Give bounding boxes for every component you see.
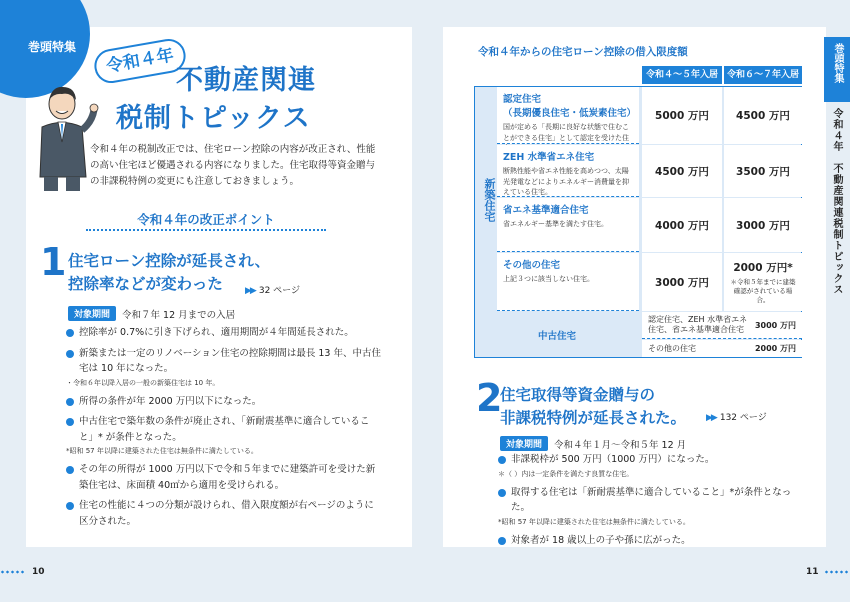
used-row-1 — [642, 312, 802, 339]
bullet-item: 所得の条件が年 2000 万円以下になった。 — [66, 394, 382, 410]
section-divider — [86, 229, 326, 231]
bullet-item: 新築または一定のリノベーション住宅の控除期間は最長 13 年、中古住宅は 10 年になった。 — [66, 346, 382, 377]
col-head-2: 令和６～７年入居 — [724, 66, 802, 84]
used-row-2-value: 2000 万円 — [754, 344, 796, 353]
limit-value-r4-5: 5000 万円 — [642, 87, 722, 144]
point2-number: 2 — [476, 376, 503, 420]
section-heading: 令和４年の改正ポイント — [137, 212, 275, 227]
point1-number: 1 — [40, 240, 67, 284]
limit-value-r4-5: 4500 万円 — [642, 145, 722, 197]
used-housing-cell — [475, 312, 639, 357]
used-row-1-label: 認定住宅、ZEH 水準省エネ住宅、省エネ基準適合住宅 — [648, 315, 748, 334]
row-title: ZEH 水準省エネ住宅 — [503, 152, 595, 163]
dots-left — [0, 570, 26, 574]
table-row-label — [497, 253, 639, 311]
period-label: 対象期間 — [500, 436, 548, 451]
limit-value-r4-5: 3000 万円 — [642, 253, 722, 311]
bullet-item: 非課税枠が 500 万円（1000 万円）になった。 — [498, 452, 798, 468]
point1-ref-text: 32 ページ — [258, 286, 300, 296]
dots-right — [824, 570, 850, 574]
page-title-line2: 税制トピックス — [116, 103, 311, 134]
used-row-2-label: その他の住宅 — [648, 344, 696, 353]
feature-tag-label: 巻頭特集 — [28, 40, 77, 54]
bullet-item: その年の所得が 1000 万円以下で令和５年までに建築許可を受けた新築住宅は、床面積 40㎡から適用を受けられる。 — [66, 462, 382, 493]
bullet-item: 中古住宅で築年数の条件が廃止され、「新耐震基準に適合していること」* が条件となった。 — [66, 414, 382, 445]
side-tab: 巻頭特集 — [824, 37, 850, 102]
point1-list — [66, 325, 382, 529]
note-item: ・令和６年以降入居の一般の新築住宅は 10 年。 — [66, 378, 220, 387]
page-title-line1: 不動産関連 — [176, 65, 316, 96]
page-number-right: 11 — [806, 567, 819, 577]
period-value: 令和４年１月～令和５年 12 月 — [554, 439, 687, 451]
table-row-label — [497, 87, 639, 144]
point2-page-ref[interactable] — [706, 410, 767, 423]
point2-list — [498, 452, 798, 548]
table-row-label — [497, 198, 639, 252]
limit-value-r6-7 — [724, 253, 802, 311]
row-description: 省エネルギー基準を満たす住宅。 — [503, 220, 608, 228]
used-row-2 — [642, 340, 802, 357]
limit-value-r6-7 — [724, 145, 802, 197]
used-housing-label: 中古住宅 — [537, 330, 576, 342]
row-description: 断熱性能や省エネ性能を高めつつ、太陽光発電などによりエネルギー消費量を抑えている住宅。 — [503, 167, 629, 196]
point2-ref-text: 132 ページ — [719, 413, 767, 423]
col-head-1: 令和４～５年入居 — [642, 66, 722, 84]
page-number-left: 10 — [32, 567, 45, 577]
limit-value-text: 3500 万円 — [736, 165, 790, 178]
point2-heading-line1: 住宅取得等資金贈与の — [500, 386, 656, 404]
other-housing-note: ＊令和５年までに建築確認がされている場合。 — [730, 277, 796, 304]
period-value: 令和７年 12 月までの入居 — [122, 309, 236, 321]
point1-page-ref[interactable] — [245, 283, 300, 296]
new-housing-label: 新築住宅 — [483, 178, 496, 222]
side-running-title: 令和４年 不動産関連税制トピックス — [831, 108, 842, 295]
point1-heading-line1: 住宅ローン控除が延長され、 — [68, 252, 271, 270]
limit-value-r4-5: 4000 万円 — [642, 198, 722, 252]
year-badge: 令和４年 — [92, 36, 189, 85]
arrow-icon: ▶▶ — [706, 413, 716, 423]
row-title: その他の住宅 — [503, 260, 561, 271]
point2-heading-line2: 非課税特例が延長された。 — [500, 409, 687, 427]
table-row-label — [497, 145, 639, 197]
row-description: 国が定める「長期に良好な状態で住むことができる住宅」として認定を受けた住 — [503, 123, 629, 142]
note-item: *昭和 57 年以降に建築された住宅は無条件に満たしている。 — [498, 517, 690, 526]
limit-value-text: 2000 万円* — [733, 261, 793, 274]
limit-value-text: 4500 万円 — [736, 110, 790, 122]
point1-period — [68, 306, 235, 321]
point2-period — [500, 436, 686, 451]
limit-value-text: 3000 万円 — [736, 219, 790, 232]
row-title: 認定住宅 （長期優良住宅・低炭素住宅） — [503, 94, 637, 119]
row-title: 省エネ基準適合住宅 — [503, 205, 589, 216]
note-item: ＊（ ）内は一定条件を満たす良質な住宅。 — [498, 469, 634, 478]
bullet-item: 取得する住宅は「新耐震基準に適合していること」*が条件となった。 — [498, 485, 798, 516]
bullet-item: 対象者が 18 歳以上の子や孫に広がった。 — [498, 533, 798, 549]
limit-value-r6-7 — [724, 198, 802, 252]
bullet-item: 住宅の性能に４つの分類が設けられ、借入限度額が右ページのように区分された。 — [66, 498, 382, 529]
limit-value-r6-7 — [724, 87, 802, 144]
used-row-1-value: 3000 万円 — [754, 320, 796, 330]
period-label: 対象期間 — [68, 306, 116, 321]
bullet-item: 控除率が 0.7%に引き下げられ、適用期間が４年間延長された。 — [66, 325, 382, 341]
table-title: 令和４年からの住宅ローン控除の借入限度額 — [478, 46, 688, 58]
row-description: 上記３つに該当しない住宅。 — [503, 275, 594, 283]
point1-heading-line2: 控除率などが変わった — [68, 275, 223, 293]
intro-paragraph: 令和４年の税制改正では、住宅ローン控除の内容が改正され、性能の高い住宅ほど優遇される内容になりました。住宅取得等資金贈与の非課税特例の変更にも注意しておきましょう。 — [90, 144, 376, 187]
note-item: *昭和 57 年以降に建築された住宅は無条件に満たしている。 — [66, 447, 258, 455]
arrow-icon: ▶▶ — [245, 286, 255, 296]
